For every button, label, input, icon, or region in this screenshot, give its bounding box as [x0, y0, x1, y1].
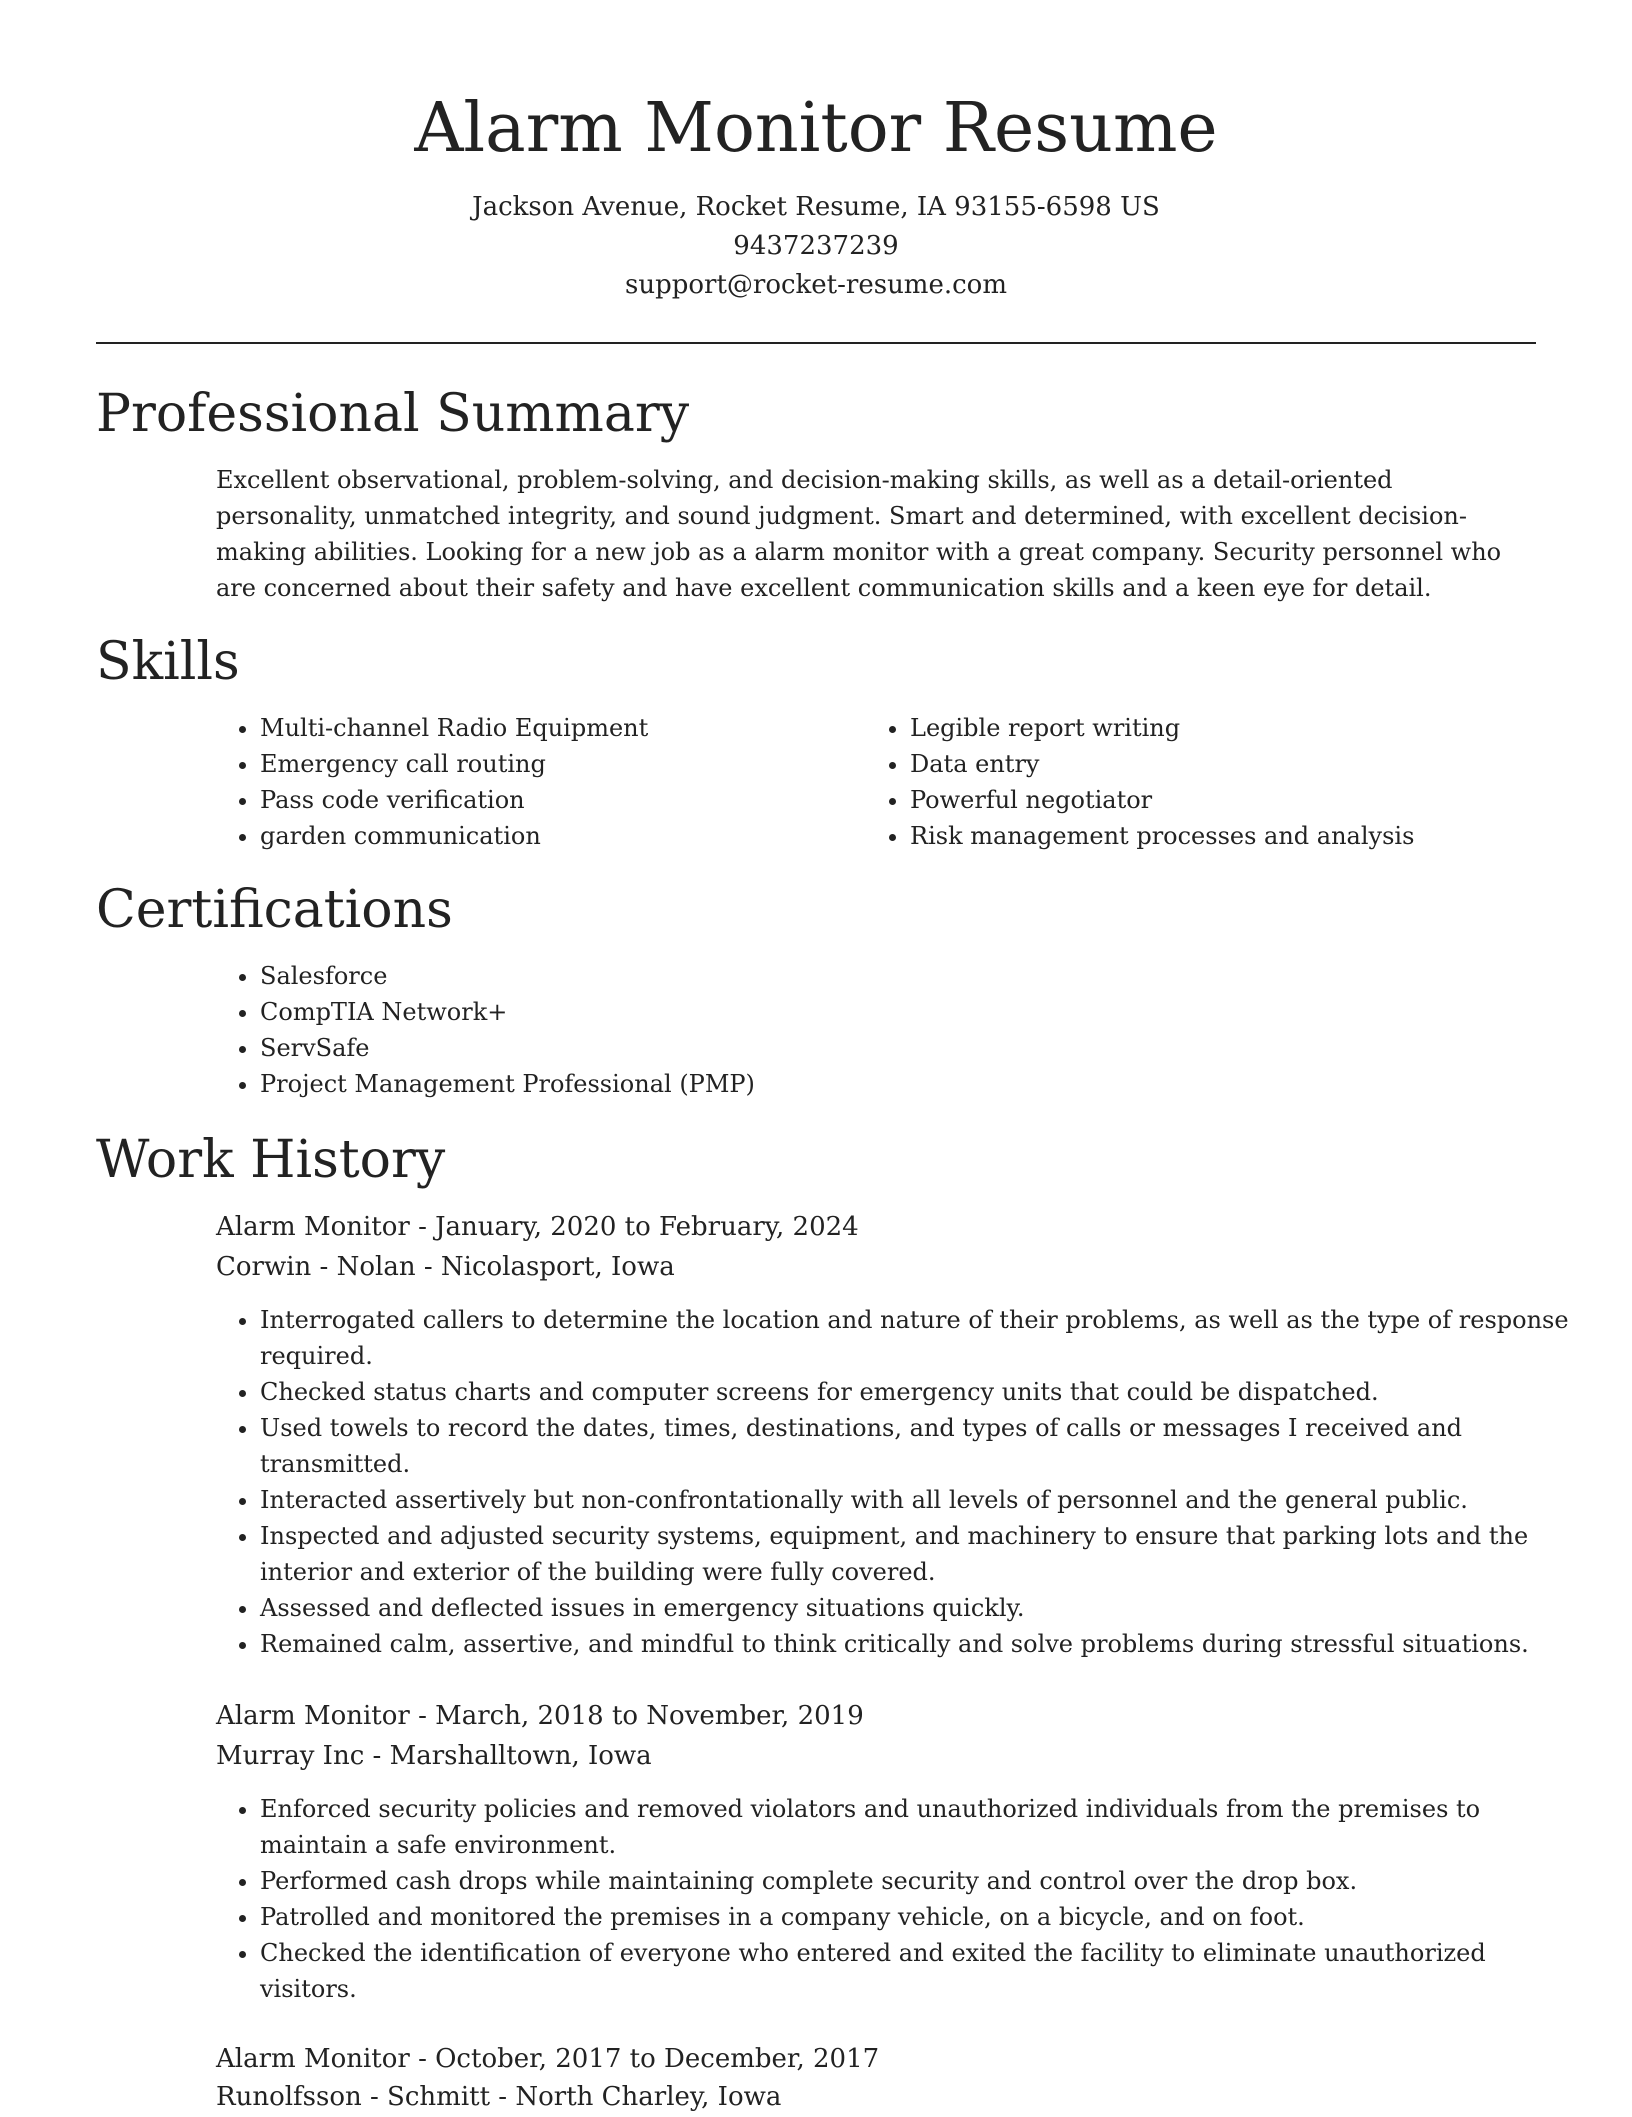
job-title-line: Alarm Monitor - October, 2017 to December, 2017: [216, 2044, 880, 2074]
resume-title: Alarm Monitor Resume: [414, 89, 1218, 168]
list-item: • Powerful negotiator: [910, 782, 1570, 818]
skills-list-left: [216, 710, 860, 854]
phone: 9437237239: [733, 231, 899, 261]
list-item: • Patrolled and monitored the premises in a company vehicle, on a bicycle, and on foot.: [260, 1899, 1580, 1935]
list-item: • Inspected and adjusted security systems, equipment, and machinery to ensure that parking lots and the interior and exterior of the building were fully covered.: [260, 1518, 1580, 1590]
list-item: • Risk management processes and analysis: [910, 818, 1570, 854]
list-item: • Assessed and deflected issues in emergency situations quickly.: [260, 1590, 1580, 1626]
list-item: • Checked the identification of everyone who entered and exited the facility to eliminate unauthorized visitors.: [260, 1935, 1580, 2007]
list-item: • ServSafe: [260, 1030, 1560, 1066]
list-item: • Used towels to record the dates, times, destinations, and types of calls or messages I received and transmitted.: [260, 1410, 1580, 1482]
section-title-work-history: Work History: [96, 1130, 446, 1190]
address: Jackson Avenue, Rocket Resume, IA 93155-6598 US: [472, 192, 1160, 222]
job-company-line: Runolfsson - Schmitt - North Charley, Iowa: [216, 2082, 782, 2112]
job-company-line: Murray Inc - Marshalltown, Iowa: [216, 1741, 652, 1771]
header-divider: [96, 342, 1536, 344]
job-title-line: Alarm Monitor - January, 2020 to February, 2024: [216, 1212, 859, 1242]
skills-list-right: [866, 710, 1570, 854]
list-item: • Checked status charts and computer screens for emergency units that could be dispatched.: [260, 1374, 1580, 1410]
list-item: • Performed cash drops while maintaining complete security and control over the drop box.: [260, 1863, 1580, 1899]
list-item: • Interacted assertively but non-confrontationally with all levels of personnel and the general public.: [260, 1482, 1580, 1518]
list-item: • garden communication: [260, 818, 860, 854]
list-item: • Enforced security policies and removed violators and unauthorized individuals from the premises to maintain a safe environment.: [260, 1791, 1580, 1863]
section-title-skills: Skills: [96, 632, 240, 692]
list-item: • Interrogated callers to determine the location and nature of their problems, as well as the type of response required.: [260, 1302, 1580, 1374]
job-bullets: [216, 1791, 1580, 2007]
job-title-line: Alarm Monitor - March, 2018 to November, 2019: [216, 1701, 864, 1731]
list-item: • Legible report writing: [910, 710, 1570, 746]
email: support@rocket-resume.com: [624, 270, 1007, 300]
list-item: • Data entry: [910, 746, 1570, 782]
list-item: • CompTIA Network+: [260, 994, 1560, 1030]
job-bullets: [216, 1302, 1580, 1662]
job-company-line: Corwin - Nolan - Nicolasport, Iowa: [216, 1252, 675, 1282]
list-item: • Emergency call routing: [260, 746, 860, 782]
list-item: • Multi-channel Radio Equipment: [260, 710, 860, 746]
list-item: • Project Management Professional (PMP): [260, 1066, 1560, 1102]
list-item: • Salesforce: [260, 958, 1560, 994]
resume-header: [0, 0, 1632, 305]
contact-info: [0, 188, 1632, 305]
certifications-list: [216, 958, 1560, 1102]
section-title-summary: Professional Summary: [96, 384, 690, 444]
list-item: • Remained calm, assertive, and mindful to think critically and solve problems during stressful situations.: [260, 1626, 1580, 1662]
section-title-certifications: Certifications: [96, 880, 453, 940]
list-item: • Pass code verification: [260, 782, 860, 818]
summary-text: Excellent observational, problem-solving, and decision-making skills, as well as a detail-oriented personality, unmatched integrity, and sound judgment. Smart and determined, with excellent decision-making abilities. Looking for a new job as a alarm monitor with a great company. Security personnel who are concerned about their safety and have excellent communication skills and a keen eye for detail.: [216, 466, 1502, 602]
